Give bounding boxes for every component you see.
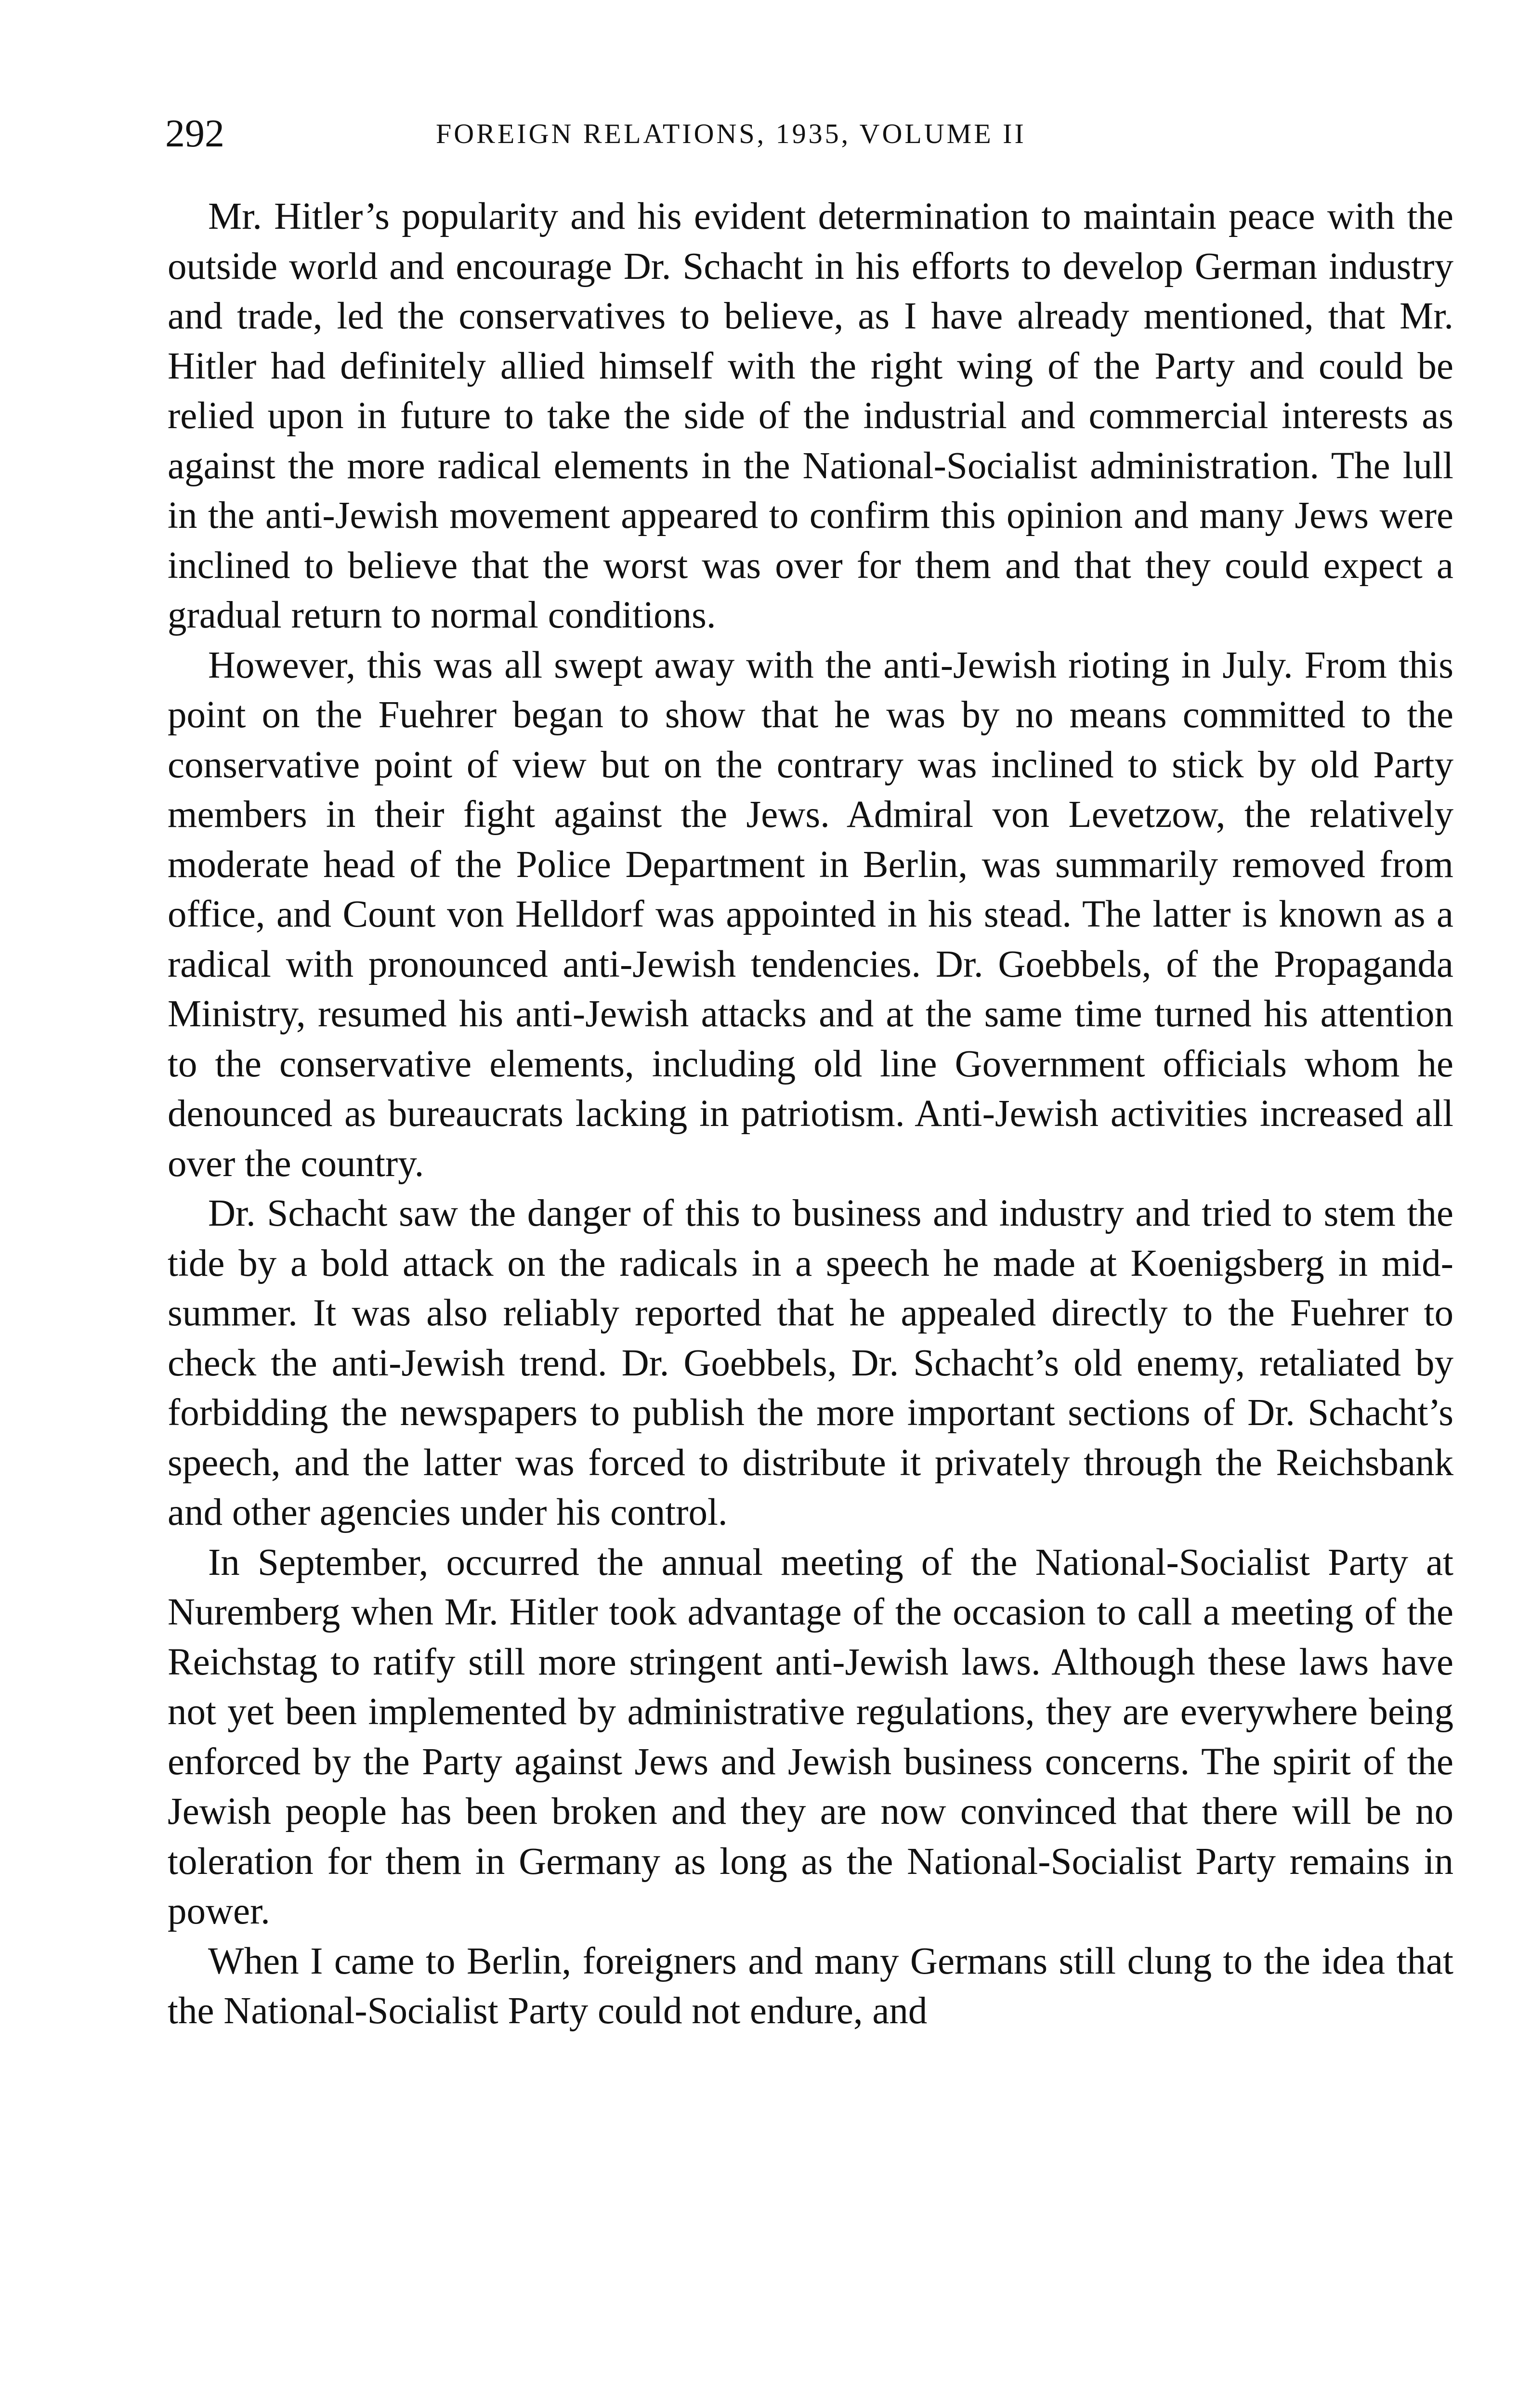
paragraph-5: When I came to Berlin, foreigners and many Germans still clung to the idea that the National-Socialist Party could not endure, and (168, 1940, 1453, 2032)
paragraph-4: In September, occurred the annual meeting of the National-Socialist Party at Nuremberg when Mr. Hitler took advantage of the occasion to call a meeting of the Reichstag to ratify still more stringent anti-Jewish laws. Although these laws have not yet been implemented by administrative regulations, they are everywhere being enforced by the Party against Jews and Jewish business concerns. The spirit of the Jewish people has been broken and they are now convinced that there will be no toleration for them in Germany as long as the National-Socialist Party remains in power. (168, 1541, 1453, 1932)
running-title: FOREIGN RELATIONS, 1935, VOLUME II (436, 118, 1026, 149)
body-text (168, 192, 1453, 2036)
paragraph-1: Mr. Hitler’s popularity and his evident determination to maintain peace with the outside world and encourage Dr. Schacht in his efforts to develop German industry and trade, led the conservatives to believe, as I have already mentioned, that Mr. Hitler had definitely allied himself with the right wing of the Party and could be relied upon in future to take the side of the industrial and commercial interests as against the more radical elements in the National-Socialist administration. The lull in the anti-Jewish movement appeared to confirm this opinion and many Jews were inclined to believe that the worst was over for them and that they could expect a gradual return to normal conditions. (168, 196, 1453, 636)
page-number: 292 (165, 111, 224, 155)
paragraph-2: However, this was all swept away with the anti-Jewish rioting in July. From this point on the Fuehrer began to show that he was by no means committed to the conservative point of view but on the contrary was inclined to stick by old Party members in their fight against the Jews. Admiral von Levetzow, the relatively moderate head of the Police Department in Berlin, was summarily removed from office, and Count von Helldorf was appointed in his stead. The latter is known as a radical with pronounced anti-Jewish tendencies. Dr. Goebbels, of the Propaganda Ministry, resumed his anti-Jewish attacks and at the same time turned his attention to the conservative elements, including old line Government officials whom he denounced as bureaucrats lacking in patriotism. Anti-Jewish activities increased all over the country. (168, 644, 1453, 1185)
page-header (165, 107, 1461, 160)
paragraph-3: Dr. Schacht saw the danger of this to business and industry and tried to stem the tide by a bold attack on the radicals in a speech he made at Koenigsberg in mid-summer. It was also reliably reported that he appealed directly to the Fuehrer to check the anti-Jewish trend. Dr. Goebbels, Dr. Schacht’s old enemy, retaliated by forbidding the newspapers to publish the more important sections of Dr. Schacht’s speech, and the latter was forced to distribute it privately through the Reichsbank and other agencies under his control. (168, 1192, 1453, 1533)
